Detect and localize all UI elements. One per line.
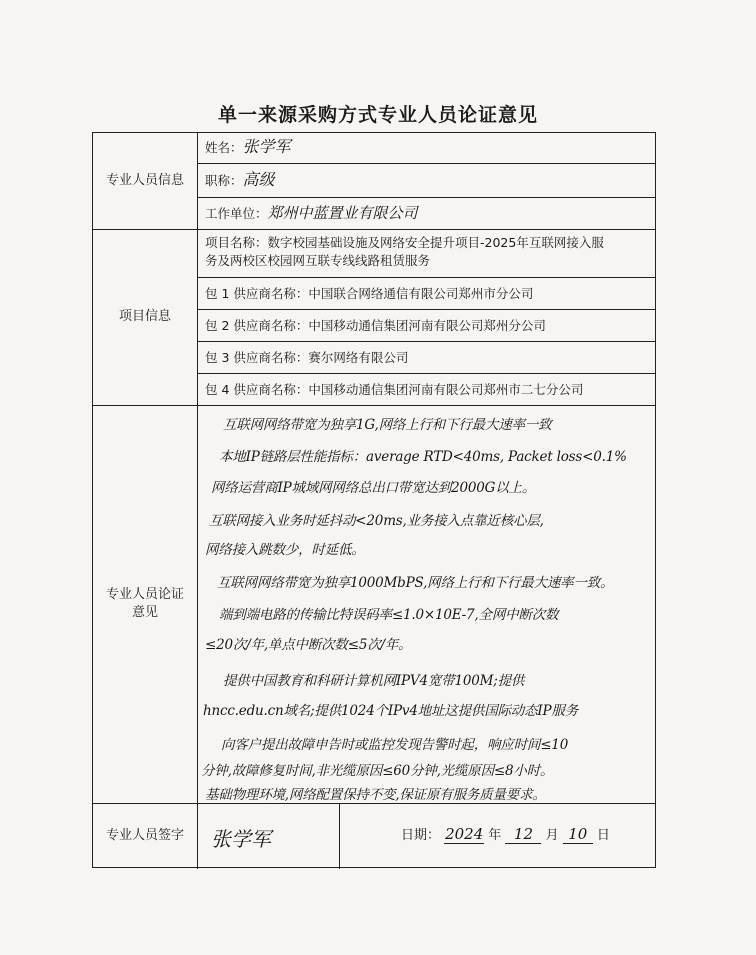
label-column-divider-bottom: [197, 803, 198, 869]
signature-value: 张学军: [211, 827, 271, 851]
signature-divider: [339, 803, 340, 869]
project-info-label: 项目信息: [118, 309, 171, 324]
opinion-line: 网络接入跳数少，时延低。: [205, 542, 365, 558]
opinion-line: 提供中国教育和科研计算机网IPV4宽带100M;提供: [223, 673, 525, 689]
opinion-line: 网络运营商IP城域网网络总出口带宽达到2000G以上。: [211, 480, 536, 496]
name-value: 张学军: [242, 137, 291, 156]
package-3: 包 3 供应商名称：赛尔网络有限公司: [205, 350, 409, 365]
package-2: 包 2 供应商名称：中国移动通信集团河南有限公司郑州分公司: [205, 318, 546, 333]
opinion-line: 互联网网络带宽为独享1G,网络上行和下行最大速率一致: [223, 417, 552, 433]
row-divider: [197, 309, 655, 310]
row-divider: [197, 341, 655, 342]
row-divider: [197, 163, 655, 164]
opinion-line: hncc.edu.cn域名;提供1024个IPv4地址这提供国际动态IP服务: [203, 703, 579, 719]
expert-info-label: 专业人员信息: [105, 173, 184, 188]
rank-value: 高级: [242, 170, 275, 189]
row-divider: [197, 197, 655, 198]
opinion-label: 专业人员论证 意见: [105, 587, 184, 620]
opinion-line: 分钟,故障修复时间,非光缆原因≤60分钟,光缆原因≤8小时。: [201, 763, 554, 779]
package-1: 包 1 供应商名称：中国联合网络通信有限公司郑州市分公司: [205, 286, 534, 301]
opinion-line: 基础物理环境,网络配置保持不变,保证原有服务质量要求。: [205, 787, 546, 803]
opinion-line: 向客户提出故障申告时或监控发现告警时起，响应时间≤10: [221, 737, 569, 753]
date-year: 2024: [445, 825, 484, 843]
page-title: 单一来源采购方式专业人员论证意见: [217, 104, 538, 126]
rank-field: 职称：高级: [205, 170, 275, 189]
opinion-line: ≤20次/年,单点中断次数≤5次/年。: [205, 637, 412, 653]
employer-value: 郑州中蓝置业有限公司: [267, 204, 418, 222]
opinion-line: 互联网网络带宽为独享1000MbPS,网络上行和下行最大速率一致。: [217, 575, 614, 591]
date-day: 10: [563, 825, 593, 844]
opinion-line: 本地IP链路层性能指标：average RTD<40ms, Packet loss<0.1%: [219, 449, 627, 465]
row-divider: [197, 373, 655, 374]
employer-field: 工作单位：郑州中蓝置业有限公司: [205, 204, 418, 222]
label-column-divider: [197, 133, 198, 823]
form-table: [92, 132, 656, 868]
name-field: 姓名：张学军: [205, 137, 291, 156]
row-divider: [197, 277, 655, 278]
package-4: 包 4 供应商名称：中国移动通信集团河南有限公司郑州市二七分公司: [205, 382, 584, 397]
date-month: 12: [505, 825, 541, 844]
opinion-line: 端到端电路的传输比特误码率≤1.0×10E-7,全网中断次数: [219, 607, 559, 623]
project-name: 项目名称：数字校园基础设施及网络安全提升项目-2025年互联网接入服 务及两校区校园网互联专线线路租赁服务: [205, 235, 604, 268]
signature-label: 专业人员签字: [105, 828, 184, 843]
opinion-line: 互联网接入业务时延抖动<20ms,业务接入点靠近核心层,: [209, 513, 544, 529]
date-field: 日期： 2024 年 12 月 10 日: [401, 825, 610, 843]
